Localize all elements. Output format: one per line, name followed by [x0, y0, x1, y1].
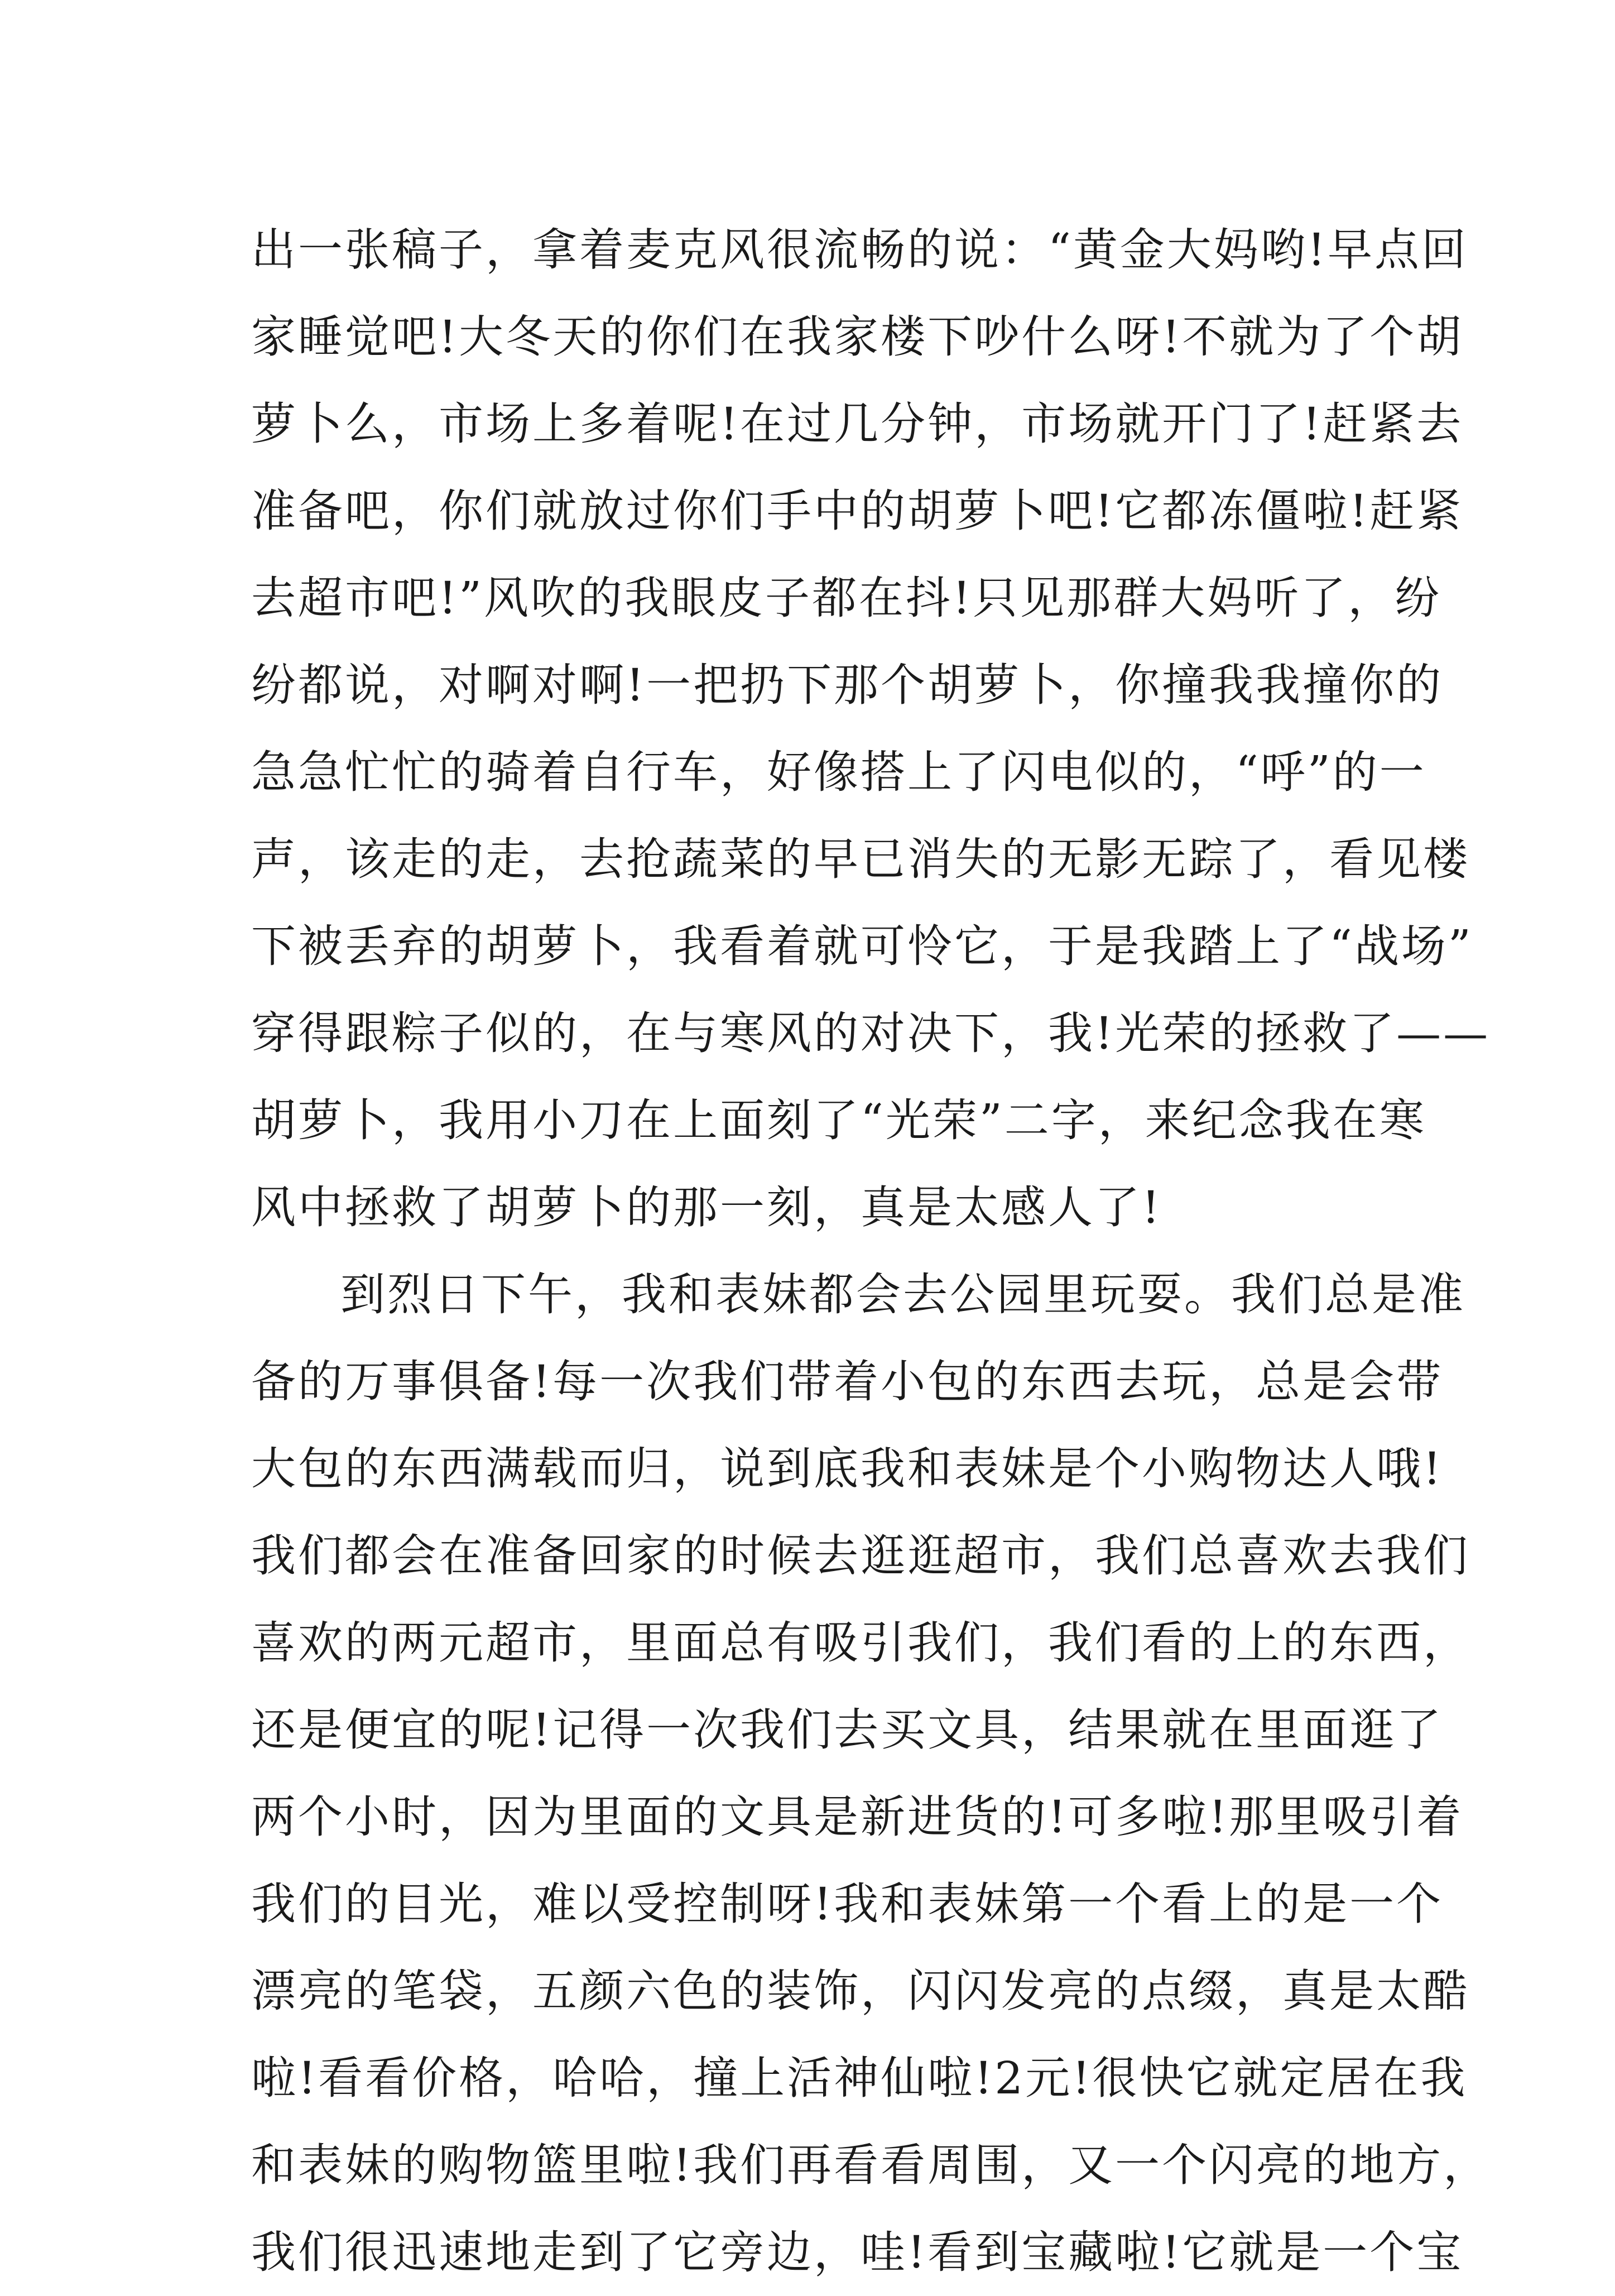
text-line: 备的万事俱备!每一次我们带着小包的东西去玩，总是会带	[251, 1356, 1444, 1408]
text-line: 啦!看看价格，哈哈，撞上活神仙啦!2元!很快它就定居在我	[251, 2052, 1468, 2104]
text-line: 我们很迅速地走到了它旁边，哇!看到宝藏啦!它就是一个宝	[251, 2226, 1464, 2278]
body-text	[251, 206, 1491, 2296]
text-line: 两个小时，因为里面的文具是新进货的!可多啦!那里吸引着	[251, 1791, 1464, 1843]
text-line: 纷都说，对啊对啊!一把扔下那个胡萝卜，你撞我我撞你的	[251, 659, 1444, 711]
text-line: 我们都会在准备回家的时候去逛逛超市，我们总喜欢去我们	[251, 1530, 1470, 1582]
text-line: 和表妹的购物篮里啦!我们再看看周围，又一个闪亮的地方，	[251, 2139, 1491, 2191]
text-line: 萝卜么，市场上多着呢!在过几分钟，市场就开门了!赶紧去	[251, 398, 1464, 450]
text-line: 声，该走的走，去抢蔬菜的早已消失的无影无踪了，看见楼	[251, 833, 1470, 885]
text-line: 下被丢弃的胡萝卜，我看着就可怜它，于是我踏上了“战场”	[251, 920, 1473, 972]
text-line: 准备吧，你们就放过你们手中的胡萝卜吧!它都冻僵啦!赶紧	[251, 485, 1464, 537]
text-line: 去超市吧!”风吹的我眼皮子都在抖!只见那群大妈听了，纷	[251, 572, 1442, 624]
text-line: 出一张稿子，拿着麦克风很流畅的说：“黄金大妈哟!早点回	[251, 224, 1469, 276]
text-line: 大包的东西满载而归，说到底我和表妹是个小购物达人哦!	[251, 1443, 1444, 1495]
text-line: 穿得跟粽子似的，在与寒风的对决下，我!光荣的拯救了——	[251, 1007, 1491, 1059]
text-line: 胡萝卜，我用小刀在上面刻了“光荣”二字，来纪念我在寒	[251, 1094, 1426, 1146]
text-line: 我们的目光，难以受控制呀!我和表妹第一个看上的是一个	[251, 1878, 1444, 1930]
text-line: 家睡觉吧!大冬天的你们在我家楼下吵什么呀!不就为了个胡	[251, 311, 1464, 363]
text-line: 还是便宜的呢!记得一次我们去买文具，结果就在里面逛了	[251, 1704, 1444, 1756]
text-line: 风中拯救了胡萝卜的那一刻，真是太感人了!	[251, 1181, 1162, 1233]
text-line: 急急忙忙的骑着自行车，好像搭上了闪电似的，“呼”的一	[251, 746, 1426, 798]
paragraph-start-line: 到烈日下午，我和表妹都会去公园里玩耍。我们总是准	[340, 1269, 1465, 1320]
text-line: 漂亮的笔袋，五颜六色的装饰，闪闪发亮的点缀，真是太酷	[251, 1965, 1470, 2017]
text-line: 喜欢的两元超市，里面总有吸引我们，我们看的上的东西，	[251, 1617, 1470, 1669]
